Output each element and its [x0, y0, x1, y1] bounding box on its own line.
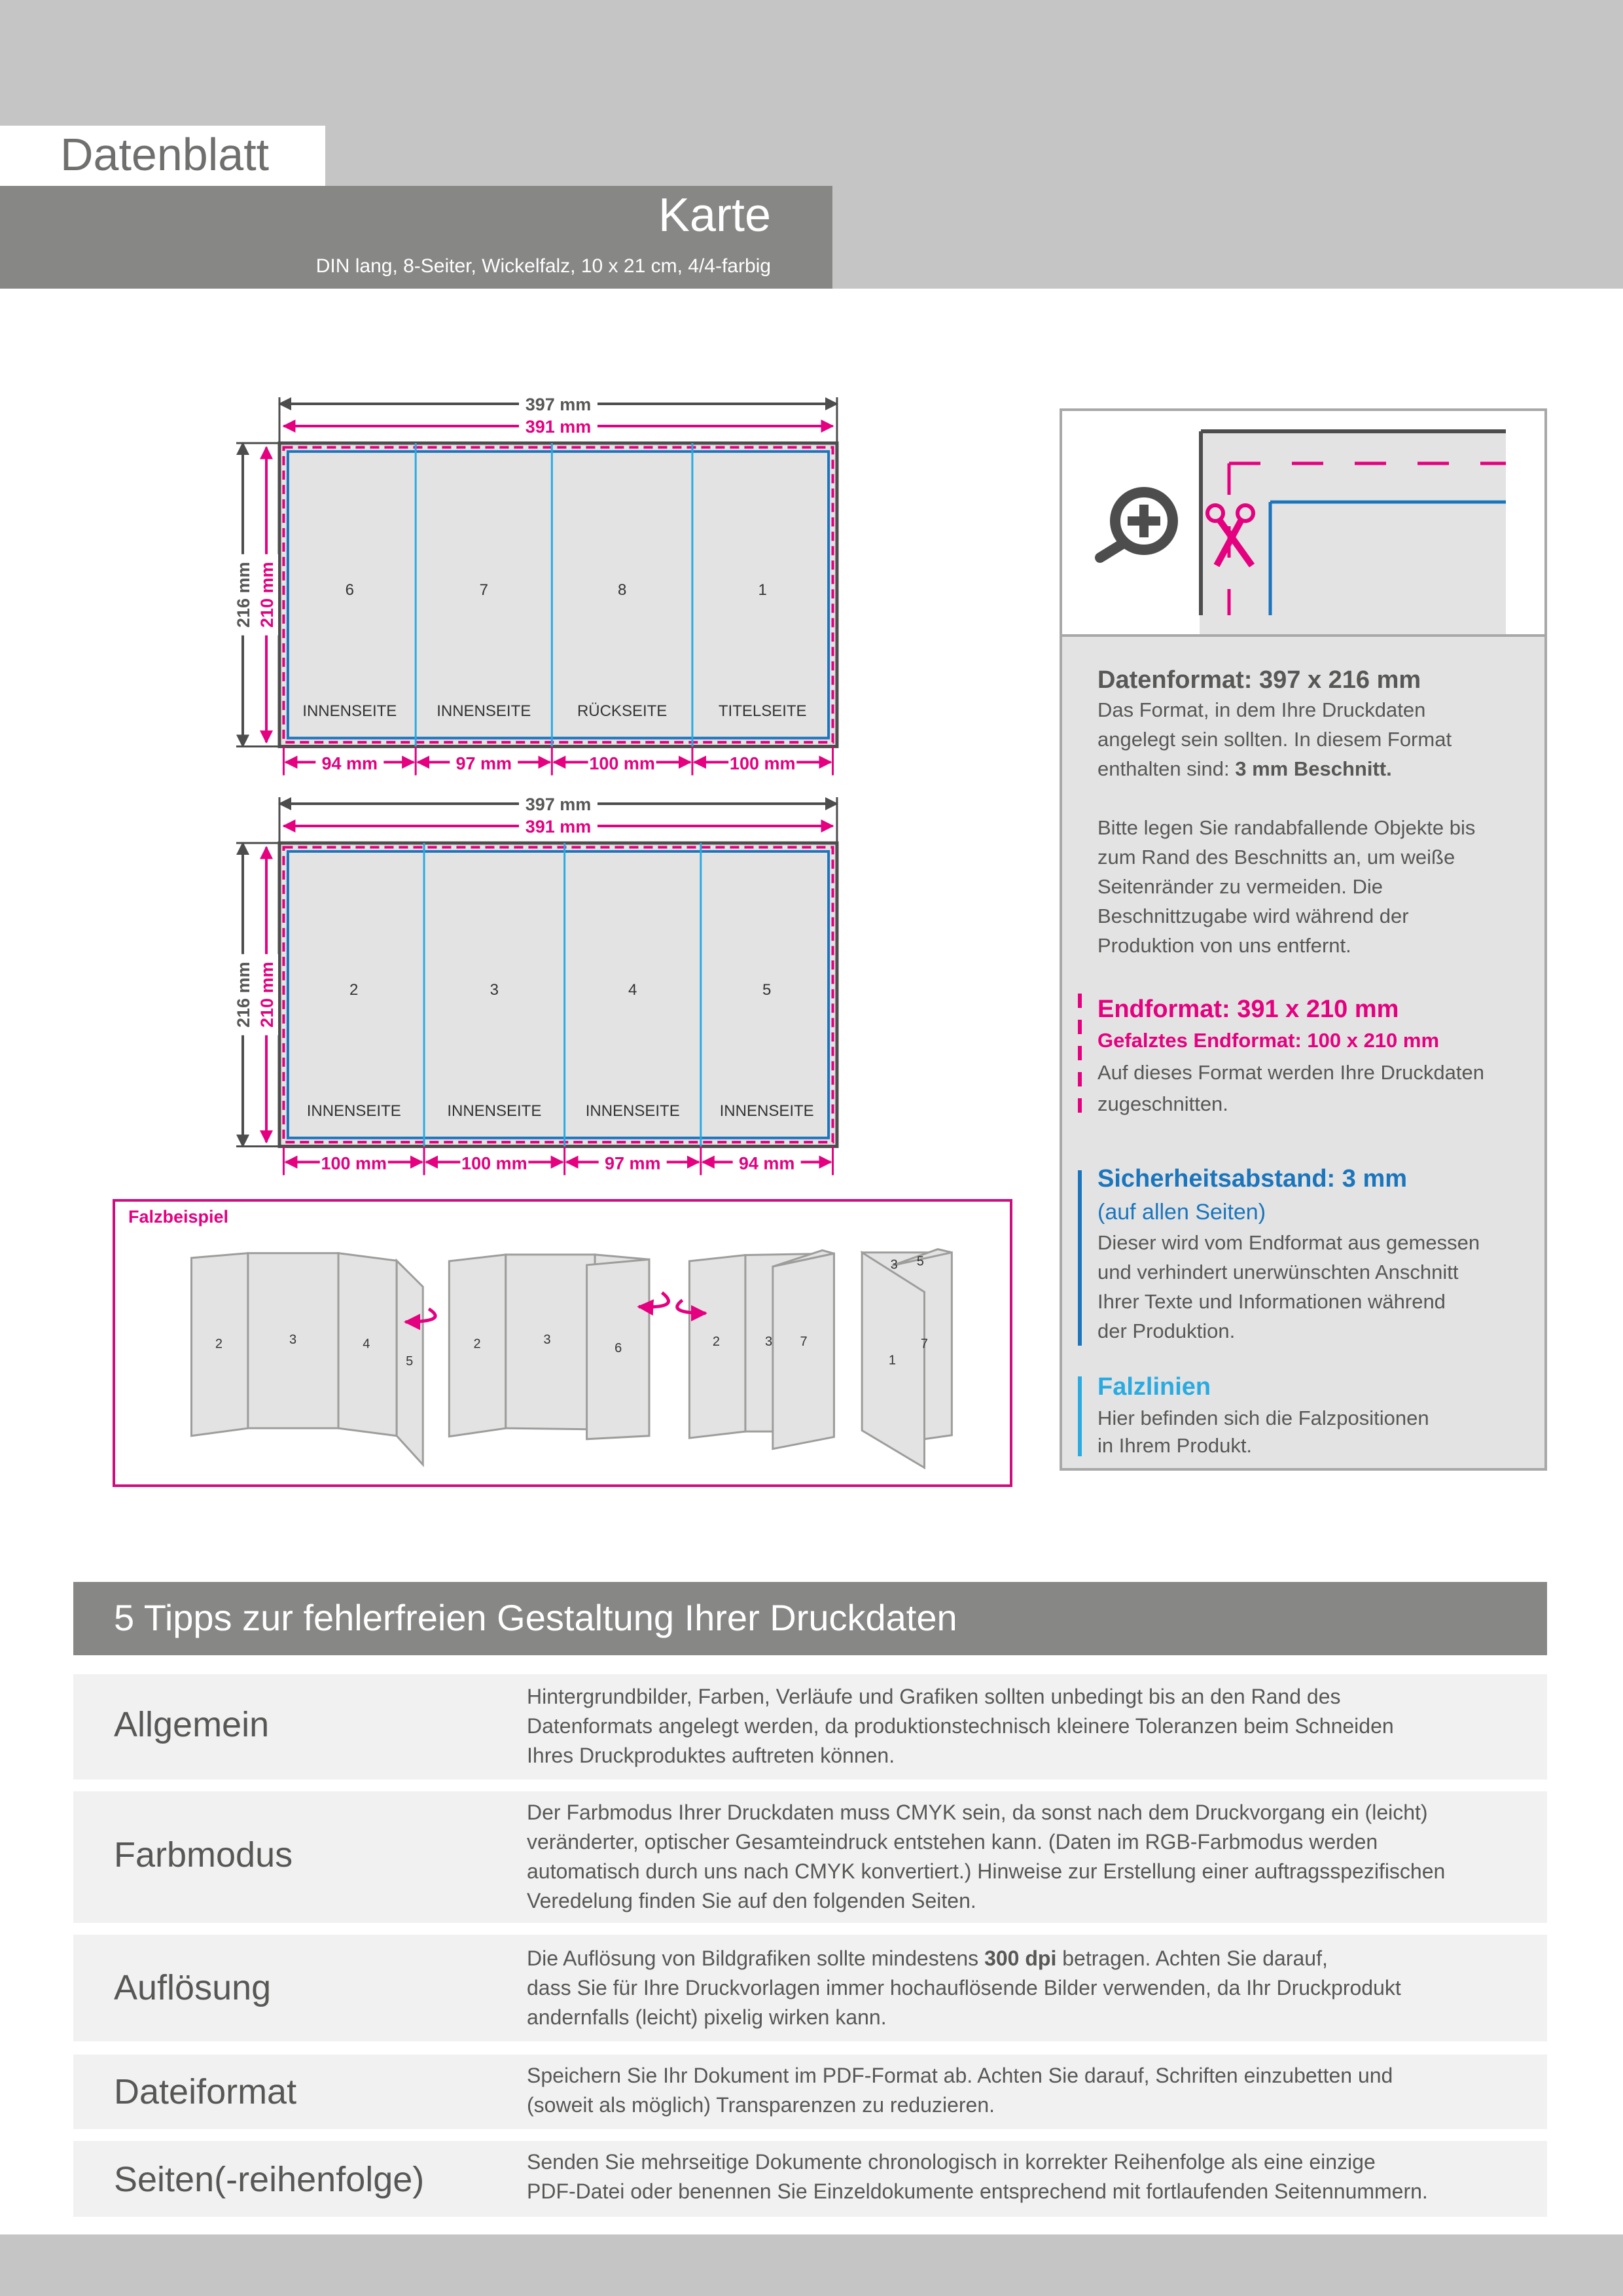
panel-number: 8	[617, 581, 627, 599]
panel-number: 1	[758, 581, 767, 599]
panel-number: 6	[345, 581, 354, 599]
fold-page-number: 2	[473, 1336, 481, 1352]
tip-text: automatisch durch uns nach CMYK konvertiert.) Hinweise zur Erstellung einer auftragsspezifischen	[527, 1859, 1446, 1883]
tip-text: (soweit als möglich) Transparenzen zu reduzieren.	[527, 2093, 995, 2117]
panel-number: 3	[490, 980, 499, 999]
panel-number: 7	[479, 581, 488, 599]
tip-text: Senden Sie mehrseitige Dokumente chronologisch in korrekter Reihenfolge als eine einzige	[527, 2150, 1376, 2174]
endformat-text: zugeschnitten.	[1097, 1092, 1228, 1115]
tip-label: Dateiformat	[114, 2072, 297, 2111]
fold-title: Falzlinien	[1097, 1373, 1211, 1401]
tip-text: Hintergrundbilder, Farben, Verläufe und Grafiken sollten unbedingt bis an den Rand des	[527, 1685, 1341, 1708]
endformat-folded: Gefalztes Endformat: 100 x 210 mm	[1097, 1029, 1440, 1052]
panel-width-label: 97 mm	[604, 1153, 661, 1174]
bleed-text: Beschnittzugabe wird während der	[1097, 905, 1409, 927]
fold-page-number: 5	[916, 1254, 924, 1269]
bleed-text: Seitenränder zu vermeiden. Die	[1097, 875, 1383, 898]
bleed-frame	[279, 843, 837, 1147]
panel-number: 4	[628, 980, 637, 999]
panel-width-label: 94 mm	[321, 753, 378, 774]
tip-row	[73, 1935, 1547, 2041]
tip-text: andernfalls (leicht) pixelig wirken kann.	[527, 2005, 887, 2029]
fold-page-number: 5	[406, 1354, 414, 1369]
panel-label: INNENSEITE	[437, 702, 531, 721]
resolution-value: 300 dpi	[984, 1946, 1057, 1970]
datenformat-text-part: enthalten sind:	[1097, 757, 1236, 780]
bleed-corner-illustration	[1062, 411, 1544, 634]
tip-label: Farbmodus	[114, 1835, 293, 1874]
endformat-text: Auf dieses Format werden Ihre Druckdaten	[1097, 1061, 1484, 1084]
tip-row	[73, 2141, 1547, 2217]
endformat-title: Endformat: 391 x 210 mm	[1097, 996, 1399, 1023]
panel-width-label: 97 mm	[455, 753, 512, 774]
panel-label: RÜCKSEITE	[577, 702, 668, 721]
tip-text: Veredelung finden Sie auf den folgenden Seiten.	[527, 1889, 976, 1912]
zoom-in-icon	[1100, 492, 1173, 558]
safety-text: Ihrer Texte und Informationen während	[1097, 1290, 1446, 1313]
fold-panel	[773, 1253, 834, 1448]
tips-header	[73, 1582, 1547, 1655]
bleed-text: Produktion von uns entfernt.	[1097, 934, 1351, 957]
flat-layout	[228, 392, 837, 776]
product-title: Karte	[658, 189, 771, 242]
fold-text: Hier befinden sich die Falzpositionen	[1097, 1407, 1429, 1429]
panel-width-label: 100 mm	[589, 753, 655, 774]
tip-text-part: betragen. Achten Sie darauf,	[1056, 1946, 1328, 1970]
tip-text	[527, 1944, 1328, 1973]
tip-text: Der Farbmodus Ihrer Druckdaten muss CMYK sein, da sonst nach dem Druckvorgang ein (leicht)	[527, 1801, 1428, 1824]
panel-label: INNENSEITE	[585, 1102, 680, 1121]
fold-page-number: 1	[888, 1353, 897, 1368]
datenformat-text	[1097, 754, 1392, 783]
fold-page-number: 4	[363, 1336, 370, 1352]
data-height-label: 216 mm	[234, 961, 253, 1028]
tip-text: Speichern Sie Ihr Dokument im PDF-Format ab. Achten Sie darauf, Schriften einzubetten und	[527, 2064, 1393, 2087]
tip-text: Ihres Druckproduktes auftreten können.	[527, 1744, 895, 1767]
fold-page-number: 3	[289, 1332, 297, 1347]
tip-text: PDF-Datei oder benennen Sie Einzeldokumente entsprechend mit fortlaufenden Seitennummern.	[527, 2179, 1428, 2203]
safety-text: Dieser wird vom Endformat aus gemessen	[1097, 1231, 1480, 1254]
panel-label: INNENSEITE	[306, 1102, 401, 1121]
footer-band	[0, 2234, 1623, 2296]
bleed-amount: 3 mm Beschnitt.	[1235, 757, 1392, 780]
data-width-label: 397 mm	[525, 395, 592, 414]
panel-width-label: 100 mm	[321, 1153, 387, 1174]
end-height-label: 210 mm	[257, 961, 277, 1028]
safety-text: der Produktion.	[1097, 1319, 1236, 1342]
fold-page-number: 6	[615, 1341, 622, 1356]
doc-title: Datenblatt	[60, 129, 270, 180]
fold-page-number: 7	[920, 1336, 929, 1352]
data-height-label: 216 mm	[234, 562, 253, 628]
tip-label: Auflösung	[114, 1968, 272, 2007]
panel-width-label: 100 mm	[729, 753, 796, 774]
datenformat-title: Datenformat: 397 x 216 mm	[1097, 666, 1421, 694]
fold-line-marker	[1078, 1376, 1082, 1456]
tip-text: dass Sie für Ihre Druckvorlagen immer hochauflösende Bilder verwenden, da Ihr Druckprodukt	[527, 1976, 1401, 2000]
fold-page-number: 3	[890, 1257, 898, 1272]
falz-title: Falzbeispiel	[128, 1207, 229, 1227]
data-width-label: 397 mm	[525, 795, 592, 814]
fold-page-number: 3	[765, 1335, 773, 1350]
tips-title: 5 Tipps zur fehlerfreien Gestaltung Ihrer Druckdaten	[114, 1597, 957, 1638]
info-panel	[1060, 408, 1547, 1471]
safety-text: und verhindert unerwünschten Anschnitt	[1097, 1261, 1459, 1283]
panel-width-label: 94 mm	[738, 1153, 795, 1174]
end-width-label: 391 mm	[525, 417, 592, 437]
fold-page-number: 3	[543, 1332, 551, 1347]
fold-page-number: 2	[712, 1335, 720, 1350]
datenformat-text: Das Format, in dem Ihre Druckdaten	[1097, 698, 1426, 721]
safety-title: Sicherheitsabstand: 3 mm	[1097, 1165, 1408, 1193]
tip-text-part: Die Auflösung von Bildgrafiken sollte mindestens	[527, 1946, 985, 1970]
fold-page-number: 2	[215, 1336, 223, 1352]
panel-number: 5	[762, 980, 772, 999]
safety-line-marker	[1078, 1170, 1082, 1346]
tip-label: Seiten(-reihenfolge)	[114, 2160, 425, 2199]
tip-label: Allgemein	[114, 1705, 270, 1744]
tip-row	[73, 2054, 1547, 2129]
tip-row	[73, 1674, 1547, 1780]
tip-row	[73, 1791, 1547, 1923]
bleed-text: zum Rand des Beschnitts an, um weiße	[1097, 846, 1455, 869]
tip-text: veränderter, optischer Gesamteindruck entstehen kann. (Daten im RGB-Farbmodus werden	[527, 1830, 1378, 1854]
end-width-label: 391 mm	[525, 817, 592, 836]
fold-page-number: 7	[800, 1335, 808, 1350]
panel-width-label: 100 mm	[461, 1153, 527, 1174]
panel-label: TITELSEITE	[718, 702, 807, 721]
safety-subtitle: (auf allen Seiten)	[1097, 1200, 1266, 1225]
panel-label: INNENSEITE	[447, 1102, 542, 1121]
fold-text: in Ihrem Produkt.	[1097, 1434, 1253, 1457]
end-height-label: 210 mm	[257, 562, 277, 628]
panel-label: INNENSEITE	[302, 702, 397, 721]
bleed-text: Bitte legen Sie randabfallende Objekte bis	[1097, 816, 1476, 839]
tip-text: Datenformats angelegt werden, da produktionstechnisch kleinere Toleranzen beim Schneiden	[527, 1714, 1394, 1738]
bleed-frame	[279, 443, 837, 747]
trim-line-marker	[1078, 994, 1082, 1118]
product-subtitle: DIN lang, 8-Seiter, Wickelfalz, 10 x 21 cm, 4/4-farbig	[315, 255, 771, 277]
datenformat-text: angelegt sein sollten. In diesem Format	[1097, 728, 1452, 751]
info-illustration	[1062, 411, 1544, 637]
panel-label: INNENSEITE	[719, 1102, 814, 1121]
flat-layout	[228, 792, 837, 1175]
panel-number: 2	[349, 980, 359, 999]
